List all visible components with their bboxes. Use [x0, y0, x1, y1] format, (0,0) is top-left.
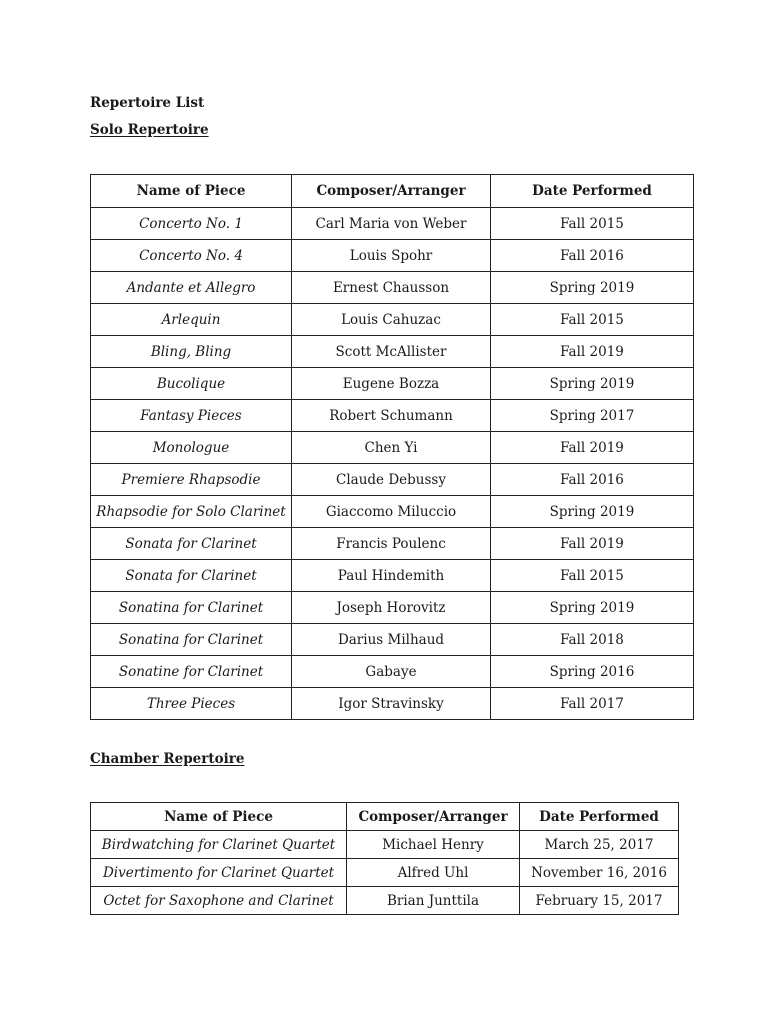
table-row — [91, 831, 679, 859]
date-performed-cell: Spring 2019 — [491, 496, 694, 528]
date-performed-cell: Fall 2017 — [491, 688, 694, 720]
table-row — [91, 464, 694, 496]
piece-name-cell: Sonata for Clarinet — [91, 560, 292, 592]
piece-name-cell: Bling, Bling — [91, 336, 292, 368]
piece-name-cell: Concerto No. 4 — [91, 240, 292, 272]
table-row — [91, 688, 694, 720]
date-performed-cell: February 15, 2017 — [520, 887, 679, 915]
date-performed-cell: Spring 2019 — [491, 368, 694, 400]
date-performed-cell: Fall 2019 — [491, 528, 694, 560]
table-row — [91, 208, 694, 240]
table-row — [91, 304, 694, 336]
composer-cell: Claude Debussy — [292, 464, 491, 496]
piece-name-cell: Sonata for Clarinet — [91, 528, 292, 560]
date-performed-cell: Spring 2016 — [491, 656, 694, 688]
composer-cell: Paul Hindemith — [292, 560, 491, 592]
table-header-row — [91, 803, 679, 831]
composer-cell: Louis Spohr — [292, 240, 491, 272]
table-header-row — [91, 175, 694, 208]
piece-name-cell: Birdwatching for Clarinet Quartet — [91, 831, 347, 859]
composer-cell: Scott McAllister — [292, 336, 491, 368]
composer-cell: Carl Maria von Weber — [292, 208, 491, 240]
table-row — [91, 496, 694, 528]
date-performed-cell: Fall 2019 — [491, 432, 694, 464]
date-performed-cell: Spring 2017 — [491, 400, 694, 432]
piece-name-cell: Sonatina for Clarinet — [91, 592, 292, 624]
date-performed-cell: March 25, 2017 — [520, 831, 679, 859]
table-row — [91, 240, 694, 272]
table-row — [91, 624, 694, 656]
table-row — [91, 887, 679, 915]
composer-cell: Joseph Horovitz — [292, 592, 491, 624]
piece-name-cell: Concerto No. 1 — [91, 208, 292, 240]
table-row — [91, 272, 694, 304]
piece-name-cell: Fantasy Pieces — [91, 400, 292, 432]
chamber-repertoire-heading: Chamber Repertoire — [90, 751, 245, 767]
date-performed-cell: Fall 2015 — [491, 560, 694, 592]
piece-name-cell: Rhapsodie for Solo Clarinet — [91, 496, 292, 528]
piece-name-cell: Andante et Allegro — [91, 272, 292, 304]
table-row — [91, 528, 694, 560]
piece-name-cell: Three Pieces — [91, 688, 292, 720]
table-row — [91, 336, 694, 368]
chamber-repertoire-table — [90, 802, 679, 915]
column-header-piece: Name of Piece — [91, 803, 347, 831]
table-row — [91, 560, 694, 592]
date-performed-cell: Spring 2019 — [491, 272, 694, 304]
date-performed-cell: Fall 2016 — [491, 464, 694, 496]
date-performed-cell: Spring 2019 — [491, 592, 694, 624]
solo-repertoire-table — [90, 174, 694, 720]
composer-cell: Eugene Bozza — [292, 368, 491, 400]
composer-cell: Louis Cahuzac — [292, 304, 491, 336]
piece-name-cell: Monologue — [91, 432, 292, 464]
date-performed-cell: Fall 2018 — [491, 624, 694, 656]
composer-cell: Gabaye — [292, 656, 491, 688]
composer-cell: Darius Milhaud — [292, 624, 491, 656]
table-row — [91, 432, 694, 464]
date-performed-cell: November 16, 2016 — [520, 859, 679, 887]
piece-name-cell: Sonatina for Clarinet — [91, 624, 292, 656]
column-header-piece: Name of Piece — [91, 175, 292, 208]
piece-name-cell: Sonatine for Clarinet — [91, 656, 292, 688]
table-row — [91, 656, 694, 688]
date-performed-cell: Fall 2015 — [491, 304, 694, 336]
column-header-composer: Composer/Arranger — [292, 175, 491, 208]
composer-cell: Robert Schumann — [292, 400, 491, 432]
date-performed-cell: Fall 2019 — [491, 336, 694, 368]
composer-cell: Giaccomo Miluccio — [292, 496, 491, 528]
table-row — [91, 368, 694, 400]
date-performed-cell: Fall 2016 — [491, 240, 694, 272]
composer-cell: Francis Poulenc — [292, 528, 491, 560]
composer-cell: Igor Stravinsky — [292, 688, 491, 720]
composer-cell: Michael Henry — [347, 831, 520, 859]
column-header-date: Date Performed — [520, 803, 679, 831]
piece-name-cell: Arlequin — [91, 304, 292, 336]
composer-cell: Ernest Chausson — [292, 272, 491, 304]
document-title: Repertoire List — [90, 95, 205, 111]
column-header-composer: Composer/Arranger — [347, 803, 520, 831]
composer-cell: Brian Junttila — [347, 887, 520, 915]
piece-name-cell: Bucolique — [91, 368, 292, 400]
composer-cell: Alfred Uhl — [347, 859, 520, 887]
solo-repertoire-heading: Solo Repertoire — [90, 122, 209, 138]
table-row — [91, 859, 679, 887]
table-row — [91, 592, 694, 624]
piece-name-cell: Divertimento for Clarinet Quartet — [91, 859, 347, 887]
piece-name-cell: Octet for Saxophone and Clarinet — [91, 887, 347, 915]
table-row — [91, 400, 694, 432]
composer-cell: Chen Yi — [292, 432, 491, 464]
column-header-date: Date Performed — [491, 175, 694, 208]
piece-name-cell: Premiere Rhapsodie — [91, 464, 292, 496]
date-performed-cell: Fall 2015 — [491, 208, 694, 240]
